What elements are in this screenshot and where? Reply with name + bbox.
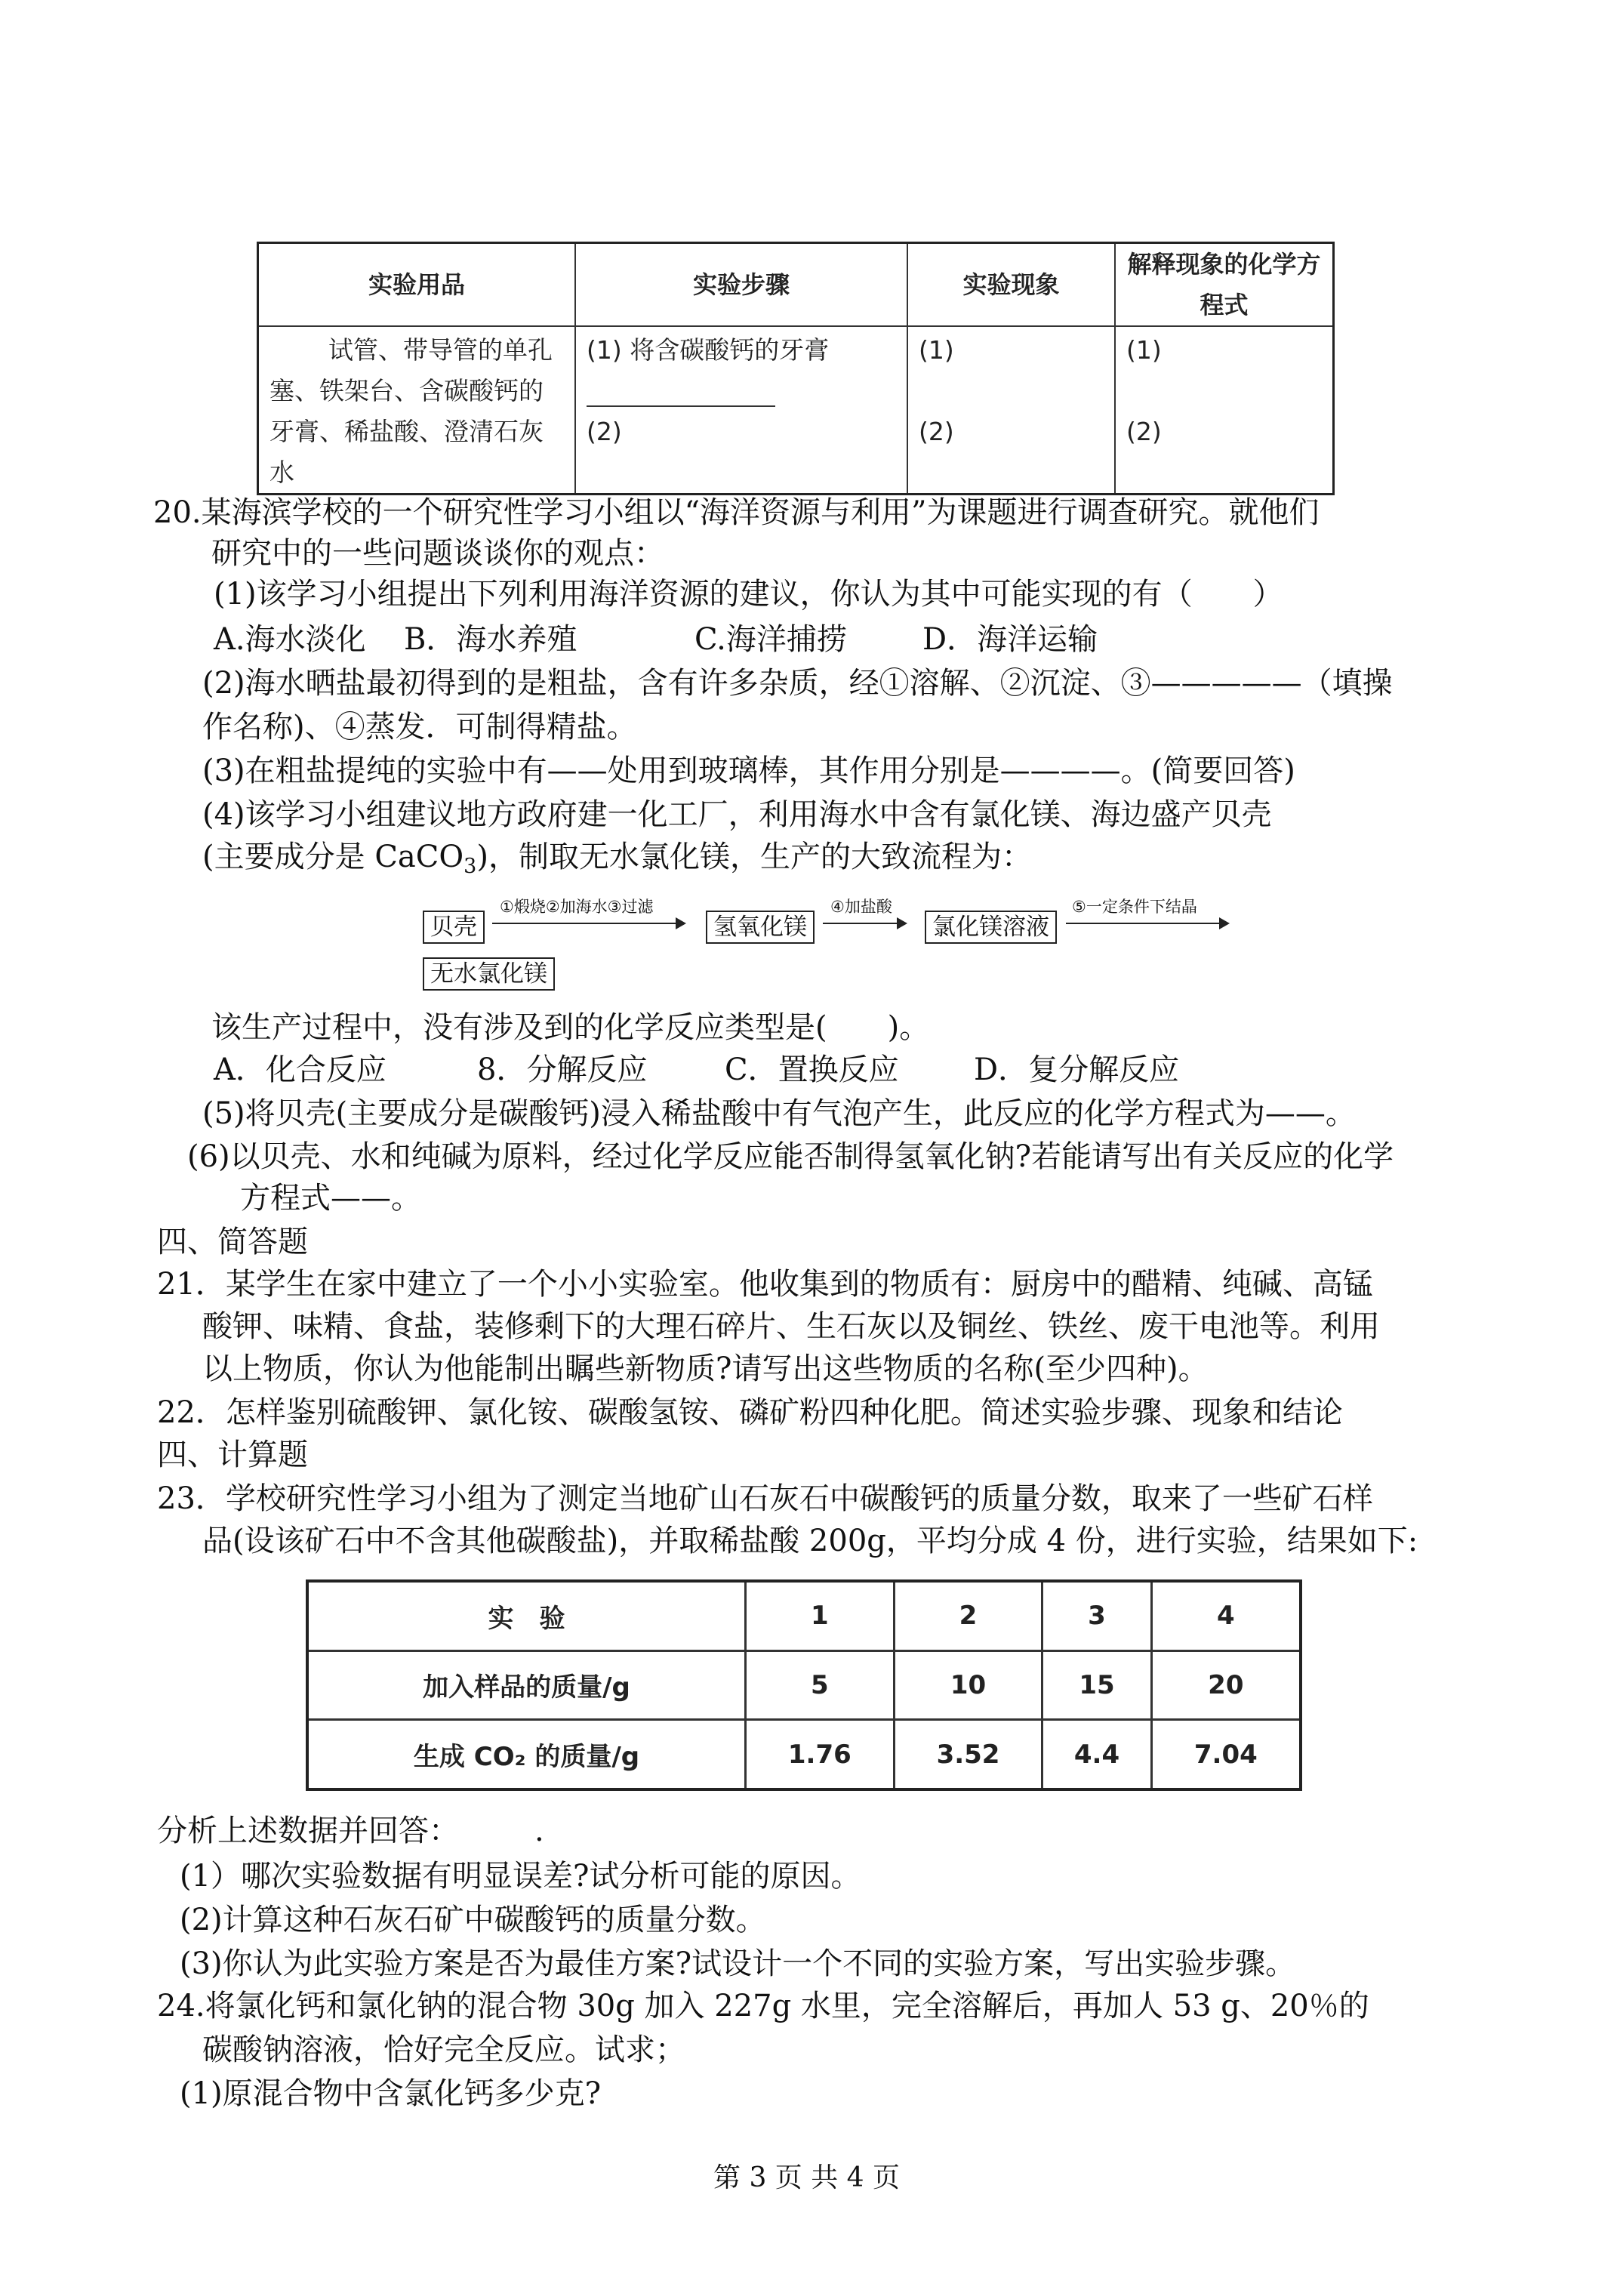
experiment-results-table [306,1579,1302,1791]
q23-question-3: (3)你认为此实验方案是否为最佳方案?试设计一个不同的实验方案，写出实验步骤。 [180,1946,1296,1981]
step-blank [587,371,896,411]
flow-arrow-label-2: ④加盐酸 [830,898,892,916]
step-2: (2) [587,417,622,446]
q20-part4-option-c: C．置换反应 [725,1052,899,1087]
answer-blank-line [587,378,775,407]
q24-line2: 碳酸钠溶液，恰好完全反应。试求； [202,2032,685,2067]
flow-box-shell: 贝壳 [423,911,485,944]
q20-part2-line2: 作名称)、④蒸发．可制得精盐。 [202,710,637,744]
co2-mass-value: 1.76 [746,1720,895,1789]
equation-1: (1) [1126,335,1162,365]
experiment-table [257,242,1335,495]
flow-box-magnesium-chloride-solution: 氯化镁溶液 [925,911,1057,944]
co2-mass-value: 4.4 [1042,1720,1151,1789]
q20-part4-option-b: 8．分解反应 [477,1052,648,1087]
q20-part4-option-d: D．复分解反应 [974,1052,1180,1087]
materials-line: 水 [269,458,294,487]
sample-mass-value: 5 [746,1650,895,1719]
equation-2: (2) [1126,417,1162,446]
q23-line2: 品(设该矿石中不含其他碳酸盐)，并取稀盐酸 200g，平均分成 4 份，进行实验，结果如下: [202,1524,1418,1558]
q23-question-1: (1）哪次实验数据有明显误差?试分析可能的原因。 [180,1859,861,1894]
q21-line2: 酸钾、味精、食盐，装修剩下的大理石碎片、生石灰以及铜丝、铁丝、废干电池等。利用 [202,1309,1380,1344]
page-footer: 第 3 页 共 4 页 [713,2162,901,2193]
experiment-number: 1 [746,1581,895,1650]
row-label-experiment: 实 验 [307,1581,746,1650]
header-materials: 实验用品 [258,243,576,327]
equations-cell [1115,326,1334,495]
co2-mass-value: 7.04 [1151,1720,1301,1789]
section-calculation-heading: 四、计算题 [157,1438,308,1472]
row-label-co2-mass: 生成 CO₂ 的质量/g [307,1720,746,1789]
q20-part6-line2: 方程式——。 [240,1181,421,1216]
flow-arrow-label-1: ①煅烧②加海水③过滤 [500,898,654,916]
header-phenomena: 实验现象 [907,243,1115,327]
flow-arrow-3 [1066,923,1228,924]
phenomenon-2: (2) [919,417,954,446]
header-equations: 解释现象的化学方程式 [1115,243,1334,327]
flow-arrow-1 [492,923,685,924]
q21-line1: 21．某学生在家中建立了一个小小实验室。他收集到的物质有：厨房中的醋精、纯碱、高锰 [157,1267,1373,1302]
q24-part1: (1)原混合物中含氯化钙多少克? [180,2076,602,2111]
phenomenon-1: (1) [919,335,954,365]
flow-box-anhydrous-magnesium-chloride: 无水氯化镁 [423,957,555,991]
q21-line3: 以上物质，你认为他能制出瞩些新物质?请写出这些物质的名称(至少四种)。 [202,1351,1209,1386]
table-row [307,1650,1301,1719]
q20-part4-option-a: A．化合反应 [214,1052,387,1087]
q20-line2: 研究中的一些问题谈谈你的观点： [211,536,664,571]
q24-line1: 24.将氯化钙和氯化钠的混合物 30g 加入 227g 水里，完全溶解后，再加人 53 g、20％的 [157,1989,1369,2023]
q20-option-b: B．海水养殖 [404,622,577,657]
step-1: (1) 将含碳酸钙的牙膏 [587,335,830,365]
experiment-number: 2 [894,1581,1042,1650]
experiment-table-row [258,326,1334,495]
co2-mass-value: 3.52 [894,1720,1042,1789]
q23-question-2: (2)计算这种石灰石矿中碳酸钙的质量分数。 [180,1903,766,1937]
q20-part6-line1: (6)以贝壳、水和纯碱为原料，经过化学反应能否制得氢氧化钠?若能请写出有关反应的化学 [187,1139,1394,1174]
q20-part4-line1: (4)该学习小组建议地方政府建一化工厂，利用海水中含有氯化镁、海边盛产贝壳 [202,797,1272,832]
steps-cell [575,326,907,495]
q20-part4-line2: (主要成分是 CaCO$_3$)，制取无水氯化镁，生产的大致流程为： [202,840,1032,878]
header-steps: 实验步骤 [575,243,907,327]
table-row [307,1581,1301,1650]
q20-part4-question: 该生产过程中，没有涉及到的化学反应类型是( )。 [211,1010,930,1045]
flow-box-magnesium-hydroxide: 氢氧化镁 [706,911,815,944]
q20-part1: (1)该学习小组提出下列利用海洋资源的建议，你认为其中可能实现的有（ ） [214,577,1283,612]
materials-line: 牙膏、稀盐酸、澄清石灰 [269,417,544,446]
q20-option-c: C.海洋捕捞 [694,622,847,657]
materials-line: 塞、铁架台、含碳酸钙的 [269,376,544,405]
sample-mass-value: 10 [894,1650,1042,1719]
flow-arrow-label-3: ⑤一定条件下结晶 [1072,898,1197,916]
materials-line: 试管、带导管的单孔 [328,335,553,365]
section-short-answer-heading: 四、简答题 [157,1225,308,1259]
q20-part5: (5)将贝壳(主要成分是碳酸钙)浸入稀盐酸中有气泡产生，此反应的化学方程式为——。 [202,1096,1356,1131]
q22: 22．怎样鉴别硫酸钾、氯化铵、碳酸氢铵、磷矿粉四种化肥。简述实验步骤、现象和结论 [157,1395,1343,1430]
q23-analysis-prompt: 分析上述数据并回答： . [157,1814,544,1848]
experiment-number: 4 [1151,1581,1301,1650]
flow-arrow-2 [823,923,906,924]
materials-cell [258,326,576,495]
q20-option-d: D．海洋运输 [922,622,1098,657]
row-label-sample-mass: 加入样品的质量/g [307,1650,746,1719]
q23-line1: 23．学校研究性学习小组为了测定当地矿山石灰石中碳酸钙的质量分数，取来了一些矿石样 [157,1481,1373,1516]
experiment-table-header [258,243,1334,327]
q20-option-a: A.海水淡化 [214,622,366,657]
sample-mass-value: 20 [1151,1650,1301,1719]
q20-part2-line1: (2)海水晒盐最初得到的是粗盐，含有许多杂质，经①溶解、②沉淀、③—————（填操 [202,666,1393,701]
phenomena-cell [907,326,1115,495]
q20-part3: (3)在粗盐提纯的实验中有——处用到玻璃棒，其作用分别是————。(简要回答) [202,754,1295,788]
experiment-number: 3 [1042,1581,1151,1650]
q20-line1: 20.某海滨学校的一个研究性学习小组以“海洋资源与利用”为课题进行调查研究。就他们 [153,495,1320,530]
sample-mass-value: 15 [1042,1650,1151,1719]
table-row [307,1720,1301,1789]
